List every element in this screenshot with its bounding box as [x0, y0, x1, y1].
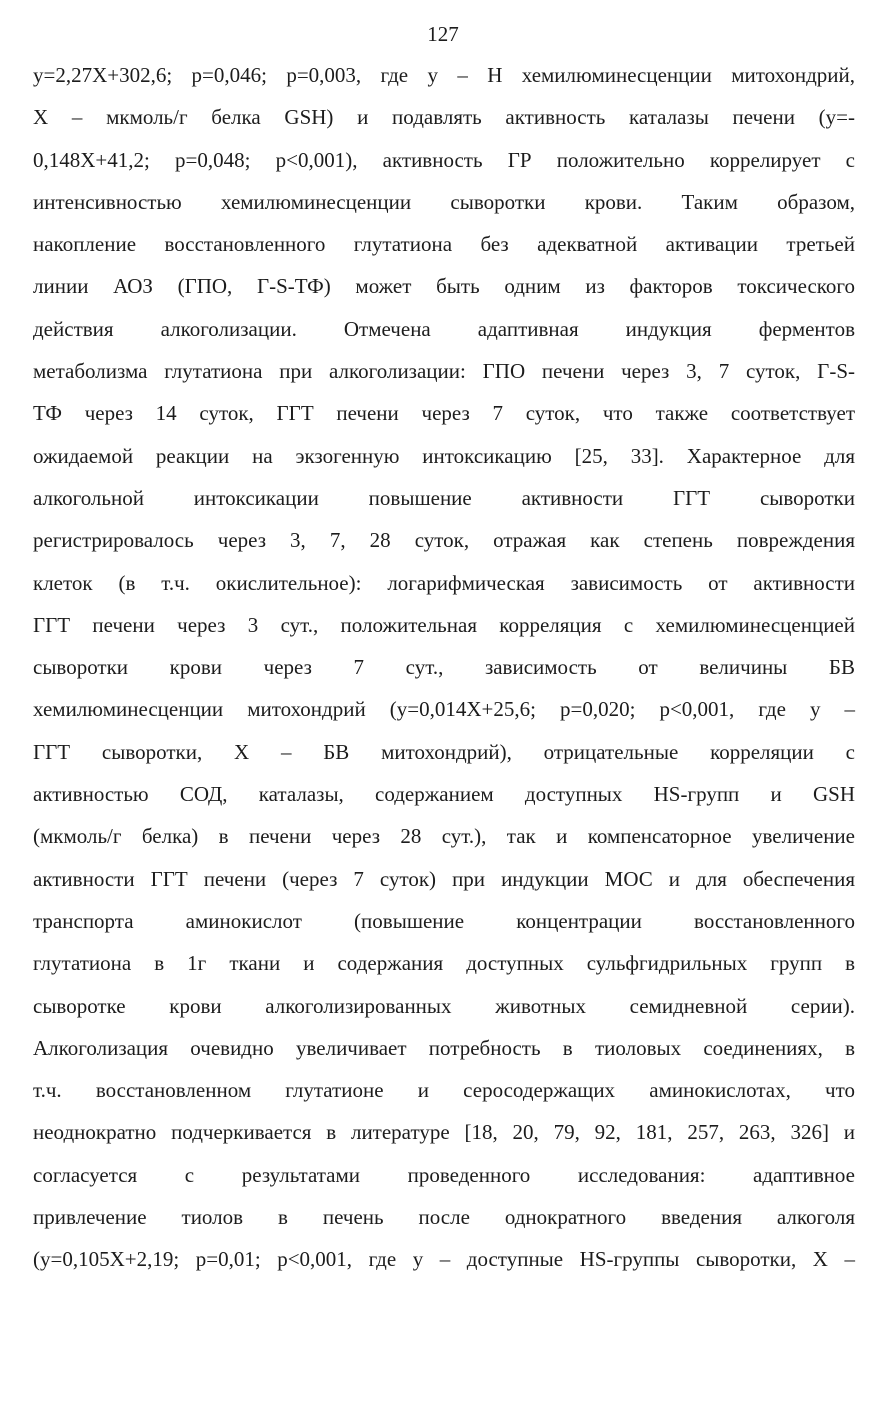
text-line: метаболизма глутатиона при алкоголизации: ГПО печени через 3, 7 суток, Г-S- [33, 359, 855, 384]
text-line: активностью СОД, каталазы, содержанием доступных HS-групп и GSH [33, 782, 855, 807]
text-line: сыворотке крови алкоголизированных животных семидневной серии). [33, 993, 855, 1018]
text-line: глутатиона в 1г ткани и содержания доступных сульфгидрильных групп в [33, 951, 855, 976]
text-line: сыворотки крови через 7 сут., зависимость от величины БВ [33, 655, 855, 680]
text-line: линии АОЗ (ГПО, Г-S-ТФ) может быть одним из факторов токсического [33, 274, 855, 299]
body-text [33, 54, 855, 1281]
text-line: накопление восстановленного глутатиона без адекватной активации третьей [33, 232, 855, 257]
text-line: активности ГГТ печени (через 7 суток) при индукции МОС и для обеспечения [33, 866, 855, 891]
text-line: ГГТ печени через 3 сут., положительная корреляция с хемилюминесценцией [33, 612, 855, 637]
text-line: ожидаемой реакции на экзогенную интоксикацию [25, 33]. Характерное для [33, 443, 855, 468]
text-line: ТФ через 14 суток, ГГТ печени через 7 суток, что также соответствует [33, 401, 855, 426]
text-line: согласуется с результатами проведенного исследования: адаптивное [33, 1162, 855, 1187]
text-line: хемилюминесценции митохондрий (y=0,014X+25,6; p=0,020; p<0,001, где y – [33, 697, 855, 722]
text-line: регистрировалось через 3, 7, 28 суток, отражая как степень повреждения [33, 528, 855, 553]
text-line: привлечение тиолов в печень после однократного введения алкоголя [33, 1205, 855, 1230]
text-line: Алкоголизация очевидно увеличивает потребность в тиоловых соединениях, в [33, 1035, 855, 1060]
text-line: y=2,27X+302,6; p=0,046; p=0,003, где y – H хемилюминесценции митохондрий, [33, 63, 855, 87]
page-number: 127 [427, 22, 459, 46]
text-line: X – мкмоль/г белка GSH) и подавлять активность каталазы печени (y=- [33, 105, 855, 130]
text-line: (мкмоль/г белка) в печени через 28 сут.), так и компенсаторное увеличение [33, 824, 855, 849]
text-line: алкогольной интоксикации повышение активности ГГТ сыворотки [33, 485, 855, 510]
text-line: т.ч. восстановленном глутатионе и серосодержащих аминокислотах, что [33, 1078, 855, 1103]
text-line: 0,148X+41,2; p=0,048; p<0,001), активность ГР положительно коррелирует с [33, 147, 855, 172]
text-line: неоднократно подчеркивается в литературе [18, 20, 79, 92, 181, 257, 263, 326] и [33, 1120, 855, 1145]
text-line: действия алкоголизации. Отмечена адаптивная индукция ферментов [33, 316, 855, 341]
text-line: клеток (в т.ч. окислительное): логарифмическая зависимость от активности [33, 570, 855, 595]
text-line: интенсивностью хемилюминесценции сыворотки крови. Таким образом, [33, 189, 855, 214]
text-line: ГГТ сыворотки, X – БВ митохондрий), отрицательные корреляции с [33, 739, 855, 764]
text-line: транспорта аминокислот (повышение концентрации восстановленного [33, 908, 855, 933]
text-line: (y=0,105X+2,19; p=0,01; p<0,001, где y – доступные HS-группы сыворотки, X – [33, 1247, 855, 1272]
